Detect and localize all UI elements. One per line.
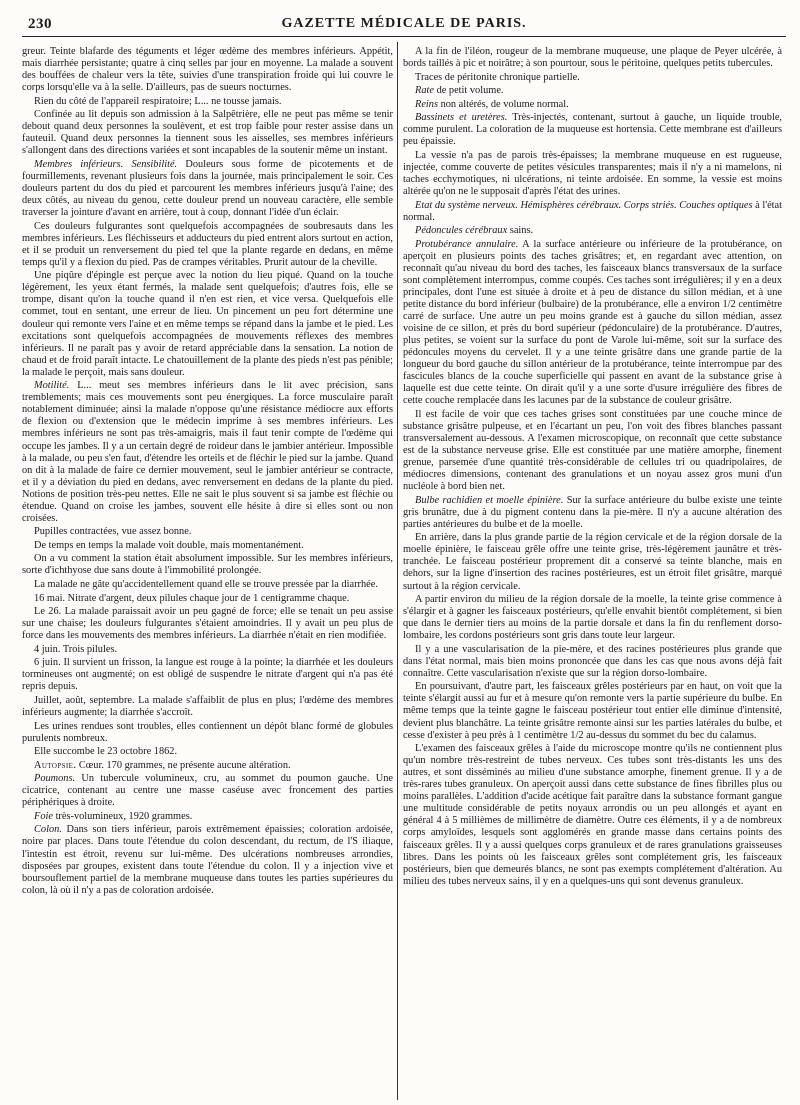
paragraph-label: Autopsie. — [34, 759, 77, 771]
paragraph — [403, 239, 782, 408]
paragraph-text: Dans son tiers inférieur, parois extrêmement épaissies; coloration ardoisée, noire par places. Dans toute l'étendue du colon descendant, du rectum, de l'S iliaque, l'intestin est étroit, revenu sur lui-même. Des ulcérations nombreuses arrondies, disposées par groupes, existent dans toute l'étendue du colon. Il y a injection vive et boursouflement partiel de la membrane muqueuse dans toutes les parties supérieures du colon, là où il n'y a pas de coloration ardoisée. — [22, 824, 393, 896]
paragraph — [403, 200, 782, 224]
paragraph-text: Très-injectés, contenant, surtout à gauche, un liquide trouble, comme purulent. La coloration de la muqueuse est hortensia. Cette membrane est d'ailleurs peu épaissie. — [403, 112, 782, 148]
paragraph — [403, 495, 782, 531]
paragraph-label: Bulbe rachidien et moelle épinière. — [415, 494, 564, 506]
paragraph-text: Sur la surface antérieure du bulbe existe une teinte gris brunâtre, due à du pigment contenu dans la pie-mère. Il n'y a aucune altération des parties antérieures du bulbe et de la moelle. — [403, 494, 782, 530]
paragraph-label: Foie — [34, 810, 53, 822]
paragraph-text: A la surface antérieure ou inférieure de la protubérance, on aperçoit en plusieurs points des taches grisâtres; et, en regardant avec attention, on reconnaît qu'au niveau du bord des taches, les faisceaux blancs transversaux de la surface sont complètement interrompus, comme coupés. Ces taches sont irrégulières; il y en a deux principales, dont l'une est située à droite et à peu de distance du sillon médian, et à une petite distance du bord inférieur (bulbaire) de la protubérance, elle a environ 1/2 centimètre carré de surface. Une autre un peu moins grande est à gauche du sillon médian, assez voisine de ce sillon, et près du bord supérieur (pédonculaire) de la protubérance. D'autres, plus petites, se voient sur la surface du pont de Varole lui-même, soit sur la surface des pédoncules moyens du cervelet. Il y a une teinte grisâtre dans une grande partie de la longueur du bord gauche du sillon antérieur de la protubérance, teinte interrompue par des fascicules blancs de la couche superficielle qui passent en avant de la substance grise à laquelle est due cette teinte. On dirait qu'il y a une sorte d'usure irrégulière des fibres de cette couche remplacée dans les lacunes par de la substance de couleur grisâtre. — [403, 238, 782, 407]
paragraph-text: Il est facile de voir que ces taches grises sont constituées par une couche mince de substance grisâtre pulpeuse, et en l'écartant un peu, l'on voit des fibres blanches passant transversalement au-dessous. A l'examen microscopique, on reconnaît que cette substance est de la substance nerveuse grise. Elle est constituée par une matière amorphe, finement grenue, parsemée d'une quantité très-considérable de cellules tri ou quadripolaires, de médiocres dimensions, contenant des granulations et un noyau assez gros muni d'un nucléole à bord bien net. — [403, 408, 782, 493]
left-column — [22, 46, 393, 1096]
paragraph — [22, 221, 393, 269]
paragraph — [22, 159, 393, 219]
paragraph — [403, 532, 782, 592]
paragraph — [403, 409, 782, 493]
paragraph-text: greur. Teinte blafarde des téguments et léger œdème des membres inférieurs. Appétit, mais diarrhée persistante; quatre à cinq selles par jour en moyenne. La malade a souvent des bouffées de chaleur vers la tête, suivies d'une transpiration froide qui lui couvre le corps lorsqu'elle va à la selle. D'ailleurs, pas de sueurs nocturnes. — [22, 46, 393, 94]
paragraph — [403, 594, 782, 642]
paragraph-text: Juillet, août, septembre. La malade s'affaiblit de plus en plus; l'œdème des membres inférieurs augmente; la diarrhée s'accroît. — [22, 694, 393, 718]
paragraph-text: Une piqûre d'épingle est perçue avec la notion du lieu piqué. Quand on la touche légèrement, les yeux étant fermés, la malade sent quelquefois; d'autres fois, elle se trompe, disant qu'on la touche quand il n'en est rien, et vice versa. Quelquefois elle commet, tout en sentant, une erreur de lieu. Un pincement un peu fort détermine une douleur qui remonte vers l'aine et en même temps se répand dans la jambe et le pied. Les excitations sont quelquefois accompagnées de mouvements réflexes des membres inférieurs. Il ne paraît pas y avoir de retard appréciable dans la sensation. La notion de chaud et de froid paraît intacte. Le chatouillement de la plante des pieds n'est pas pénible; la malade le perçoit, mais sans douleur. — [22, 270, 393, 378]
page-number: 230 — [28, 16, 52, 32]
paragraph — [403, 112, 782, 148]
paragraph — [22, 96, 393, 108]
paragraph — [403, 644, 782, 680]
paragraph-label: Protubérance annulaire. — [415, 238, 519, 250]
paragraph — [403, 46, 782, 70]
paragraph-label: Colon. — [34, 824, 62, 836]
column-divider — [397, 42, 398, 1100]
paragraph — [22, 606, 393, 642]
paragraph-text: L... meut ses membres inférieurs dans le lit avec précision, sans tremblements; mais ces mouvements sont peu énergiques. La force musculaire paraît notablement diminuée; ainsi la malade n'oppose qu'une résistance médiocre aux efforts de flexion ou d'extension que le médecin imprime à ses membres inférieurs. Les membres inférieurs ne sont pas très-amaigris, mais il faut tenir compte de l'œdème qui occupe les jambes. Il y a un certain degré de roideur dans le jambier antérieur. Impossible à la malade, ou peu s'en faut, d'étendre les orteils et de fléchir le pied sur la jambe. Quand on dit à la malade de faire ce dernier mouvement, seul le jambier antérieur se contracte, et il y a déviation du pied en dedans, avec renversement en dedans de la plante du pied. Notions de position très-peu nettes. Elle ne sait le plus souvent si sa jambe est fléchie ou étendue. Quand on croise les jambes, souvent elle hésite à dire si elles sont ou non croisées. — [22, 380, 393, 524]
paragraph — [403, 150, 782, 198]
right-column — [403, 46, 782, 1096]
paragraph — [22, 526, 393, 538]
paragraph — [22, 540, 393, 552]
paragraph — [22, 644, 393, 656]
paragraph — [22, 721, 393, 745]
paragraph — [403, 743, 782, 888]
paragraph-label: Motilité. — [34, 380, 70, 392]
paragraph-text: Un tubercule volumineux, cru, au sommet du poumon gauche. Une cicatrice, contenant au centre une masse caséuse avec froncement des parties périphériques à droite. — [22, 773, 393, 809]
paragraph-text: à l'état normal. — [403, 199, 782, 223]
paragraph-text: En poursuivant, d'autre part, les faisceaux grêles postérieurs par en haut, on voit que la teinte s'élargit aussi au fur et à mesure qu'on remonte vers la partie supérieure du bulbe. En même temps que la teinte gagne le faisceau postérieur tout entier elle diminue d'intensité, devient plus blanchâtre. La teinte grisâtre remonte ainsi sur les parties latérales du bulbe, et cesse d'exister à peu près à 1 centimètre 1/2 au-dessus du sommet du bec du calamus. — [403, 681, 782, 741]
paragraph-text: sains. — [509, 225, 534, 237]
paragraph-text: A partir environ du milieu de la région dorsale de la moelle, la teinte grise commence à s'élargir et à gagner les faisceaux postérieurs, qu'elle envahit bientôt complétement, si bien que dans le dernier tiers au moins de la partie dorsale et dans la fin du renflement dorso-lombaire, les cordons postérieurs sont gris dans toute leur largeur. — [403, 594, 782, 642]
paragraph-text: 4 juin. Trois pilules. — [34, 643, 118, 655]
paragraph-text: 16 mai. Nitrate d'argent, deux pilules chaque jour de 1 centigramme chaque. — [34, 592, 350, 604]
paragraph-label: Poumons. — [34, 773, 76, 785]
paragraph — [22, 380, 393, 525]
paragraph — [22, 746, 393, 758]
paragraph — [22, 579, 393, 591]
paragraph-text: de petit volume. — [436, 85, 504, 97]
paragraph-text: La vessie n'a pas de parois très-épaisses; la membrane muqueuse en est rugueuse, injectée, comme couverte de petites vésicules transparentes; mais il n'y a ni mamelons, ni taches ecchymotiques, ni ulcérations, ni teinte ardoisée. En somme, la vessie est moins altérée qu'on ne le supposait d'après l'état des urines. — [403, 149, 782, 198]
paragraph-text: Pupilles contractées, vue assez bonne. — [34, 526, 192, 538]
paragraph — [403, 85, 782, 97]
paragraph — [22, 760, 393, 772]
paragraph-label: Etat du système nerveux. Hémisphères cérébraux. Corps striés. Couches optiques — [415, 199, 753, 211]
paragraph-text: A la fin de l'iléon, rougeur de la membrane muqueuse, une plaque de Peyer ulcérée, à bords taillés à pic et noirâtre; à son pourtour, sous le péritoine, quelques petits tubercules. — [403, 46, 782, 70]
paragraph-text: En arrière, dans la plus grande partie de la région cervicale et de la région dorsale de la moelle épinière, le faisceau grêle offre une teinte grise, très-légèrement jaunâtre et très-tranchée. Le faisceau postérieur proprement dit a conservé sa teinte blanche, mais en dehors, sur la ligne d'insertion des racines postérieures, est un étroit filet grisâtre, marqué surtout à la région cervicale. — [403, 532, 782, 592]
paragraph-label: Bassinets et uretères. — [415, 112, 508, 124]
paragraph-text: La malade ne gâte qu'accidentellement quand elle se trouve pressée par la diarrhée. — [34, 579, 378, 591]
paragraph — [22, 46, 393, 94]
paragraph-text: Ces douleurs fulgurantes sont quelquefois accompagnées de soubresauts dans les membres inférieurs. Les fléchisseurs et adducteurs du pied entrent alors surtout en action, et il se produit un renversement du pied tel que la plante regarde en dedans, en même temps qu'il y a flexion du pied. Pas de crampes véritables. Prurit autour de la cheville. — [22, 220, 393, 268]
paragraph-label: Membres inférieurs. Sensibilité. — [34, 158, 178, 170]
paragraph-text: Elle succombe le 23 octobre 1862. — [34, 746, 178, 758]
paragraph — [403, 681, 782, 741]
paragraph-text: Traces de péritonite chronique partielle. — [415, 71, 580, 83]
paragraph — [22, 773, 393, 809]
paragraph — [403, 99, 782, 111]
paragraph-text: De temps en temps la malade voit double, mais momentanément. — [34, 539, 304, 551]
paragraph-label: Reins — [415, 98, 438, 110]
paragraph-text: L'examen des faisceaux grêles à l'aide du microscope montre qu'ils ne contiennent plus qu'un nombre très-restreint de tubes nerveux. Ces tubes sont très-distants les uns des autres, et sont disséminés au milieu d'une substance amorphe, finement grenue. Il y a de très-rares tubes granuleux. On aperçoit aussi dans cette substance de fines fibrilles plus ou moins parallèles. L'addition d'acide acétique fait paraître dans la substance formant gangue une multitude considérable de petits noyaux arrondis ou un peu allongés et ayant en général 4 à 5 millièmes de millimètre de diamètre. Outre ces éléments, il y a de nombreux corps amyloïdes, lesquels sont agglomérés en grande masse dans certains points des faisceaux grêles. Il y a aussi quelques corps granuleux et de rares granulations graisseuses libres. Dans les points où les faisceaux grêles sont complétement gris, les faisceaux postérieurs, bien que demeurés blancs, ne sont pas exempts complétement d'altération. Au milieu des tubes nerveux sains, il y en a quelques-uns qui sont devenus granuleux. — [403, 743, 782, 887]
journal-title: GAZETTE MÉDICALE DE PARIS. — [281, 16, 527, 31]
paragraph — [403, 72, 782, 84]
paragraph — [22, 553, 393, 577]
paragraph — [22, 657, 393, 693]
paragraph-text: On a vu comment la station était absolument impossible. Sur les membres inférieurs, sorte d'ichthyose due sans doute à l'immobilité prolongée. — [22, 553, 393, 577]
page-header — [22, 16, 786, 37]
paragraph-text: Le 26. La malade paraissait avoir un peu gagné de force; elle se tenait un peu assise sur une chaise; les douleurs fulgurantes s'étaient amoindries. Il y avait un peu plus de force dans les mouvements des membres inférieurs. La diarrhée n'était en rien modifiée. — [22, 606, 393, 642]
paragraph — [403, 225, 782, 237]
paragraph-text: Douleurs sous forme de picotements et de fourmillements, revenant plusieurs fois dans la journée, mais principalement le soir. Ces douleurs partent du dos du pied et parcourent les membres inférieurs jusqu'à l'aine; des deux côtés, au niveau du genou, cette douleur prend un nouveau caractère, elle semble traverser la jointure d'avant en arrière, tout à coup, donnant l'idée d'un éclair. — [22, 158, 393, 219]
paragraph — [22, 824, 393, 896]
paragraph — [22, 270, 393, 378]
paragraph-label: Rate — [415, 85, 434, 97]
paragraph-text: très-volumineux, 1920 grammes. — [55, 810, 193, 822]
paragraph-text: Cœur. 170 grammes, ne présente aucune altération. — [78, 759, 291, 771]
paragraph — [22, 593, 393, 605]
paragraph-text: 6 juin. Il survient un frisson, la langue est rouge à la pointe; la diarrhée et les douleurs tormineuses ont augmenté; on est obligé de suspendre le nitrate d'argent qui n'a pas été repris depuis. — [22, 657, 393, 693]
paragraph-text: non altérés, de volume normal. — [440, 98, 569, 110]
paragraph — [22, 109, 393, 157]
paragraph — [22, 811, 393, 823]
paragraph-text: Rien du côté de l'appareil respiratoire; L... ne tousse jamais. — [34, 95, 282, 107]
paragraph — [22, 695, 393, 719]
paragraph-text: Il y a une vascularisation de la pie-mère, et des racines postérieures plus grande que dans l'état normal, mais bien moins prononcée que dans les cas que nous avons déjà fait connaître. Cette vascularisation n'existe que sur la région dorso-lombaire. — [403, 643, 782, 679]
paragraph-text: Les urines rendues sont troubles, elles contiennent un dépôt blanc formé de globules purulents nombreux. — [22, 720, 393, 744]
paragraph-label: Pédoncules cérébraux — [415, 225, 508, 237]
paragraph-text: Confinée au lit depuis son admission à la Salpêtrière, elle ne peut pas même se tenir debout quand deux personnes la soulèvent, et est trop faible pour rester assise dans un fauteuil. Quand deux personnes la tiennent sous les aisselles, ses membres inférieurs s'allongent dans des directions variées et sont incapables de la soutenir même un instant. — [22, 109, 393, 157]
